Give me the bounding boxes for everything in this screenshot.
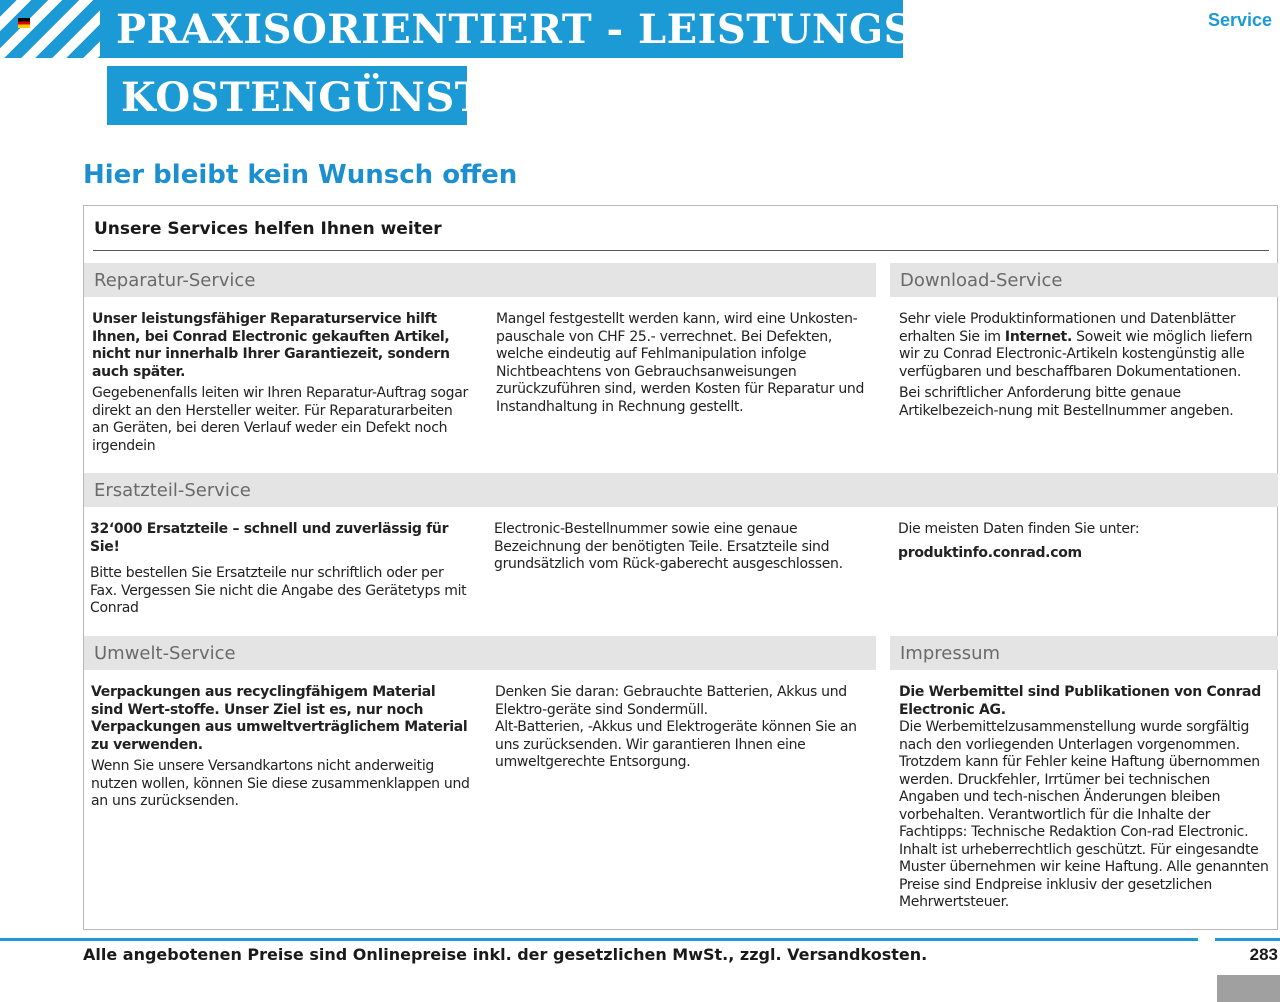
download-text-b: Soweit wie möglich liefern wir zu Conrad Electronic-Artikeln kostengünstig alle verfügbaren und beschaffbaren Dokumentationen. (899, 328, 1253, 380)
box-heading: Unsere Services helfen Ihnen weiter (94, 219, 442, 239)
impressum-col (899, 684, 1271, 916)
download-text-a: Sehr viele Produktinformationen und Datenblätter erhalten Sie im (899, 311, 1236, 345)
download-internet: Internet. (1004, 328, 1072, 345)
umwelt-text1: Wenn Sie unsere Versandkartons nicht anderweitig nutzen wollen, können Sie diese zusammenklappen und an uns zurücksenden. (91, 758, 470, 809)
download-title: Download-Service (900, 270, 1063, 291)
ersatzteil-col1 (90, 521, 470, 622)
stripe-decoration (0, 0, 100, 58)
footer-note: Alle angebotenen Preise sind Onlinepreise inkl. der gesetzlichen MwSt., zzgl. Versandkosten. (83, 945, 928, 964)
header-banner-line1 (0, 0, 1102, 58)
section-label: Service (1207, 10, 1272, 30)
banner-title-line2: KOSTENGÜNSTIG (121, 74, 539, 121)
ersatzteil-section-bar (84, 473, 1278, 507)
download-col (899, 311, 1271, 424)
impressum-intro: Die Werbemittel sind Publikationen von Conrad Electronic AG. (899, 684, 1261, 718)
impressum-title: Impressum (900, 643, 1001, 664)
reparatur-title: Reparatur-Service (94, 270, 256, 291)
ersatzteil-col2 (494, 521, 876, 578)
reparatur-section-bar (84, 263, 876, 297)
download-section-bar (890, 263, 1278, 297)
produktinfo-link[interactable]: produktinfo.conrad.com (898, 544, 1082, 561)
flag-icon (18, 18, 30, 28)
umwelt-intro: Verpackungen aus recyclingfähigem Material sind Wert-stoffe. Unser Ziel ist es, nur noch Verpackungen aus umweltverträglichem Material zu verwenden. (91, 684, 468, 753)
download-text-c: Bei schriftlicher Anforderung bitte genaue Artikelbezeich-nung mit Bestellnummer angeben. (899, 385, 1234, 419)
reparatur-text1: Gegebenenfalls leiten wir Ihren Reparatur-Auftrag sogar direkt an den Hersteller weiter. Für Reparaturarbeiten an Geräten, bei deren Verlauf weder ein Defekt noch irgendein (92, 385, 468, 454)
reparatur-intro: Unser leistungsfähiger Reparaturservice hilft Ihnen, bei Conrad Electronic gekauften Artikel, nicht nur innerhalb Ihrer Garantiezeit, sondern auch später. (92, 311, 450, 380)
umwelt-text2b: Alt-Batterien, -Akkus und Elektrogeräte können Sie an uns zurücksenden. Wir garantieren Ihnen eine umweltgerechte Entsorgung. (495, 719, 857, 770)
heading-divider (93, 250, 1269, 251)
ersatzteil-text1: Bitte bestellen Sie Ersatzteile nur schriftlich oder per Fax. Vergessen Sie nicht die Angabe des Gerätetyps mit Conrad (90, 565, 467, 616)
page-tab (1217, 975, 1280, 1002)
ersatzteil-intro: 32‘000 Ersatzteile – schnell und zuverlässig für Sie! (90, 521, 449, 555)
umwelt-section-bar (84, 636, 876, 670)
footer-divider (0, 938, 1198, 941)
reparatur-col1 (92, 311, 470, 459)
umwelt-title: Umwelt-Service (94, 643, 236, 664)
reparatur-text2: Mangel festgestellt werden kann, wird eine Unkosten-pauschale von CHF 25.- verrechnet. Bei Defekten, welche eindeutig auf Fehlmanipulation infolge Nichtbeachtens von Gebrauchsanweisungen zurückzuführen sind, werden Kosten für Reparatur und Instandhaltung in Rechnung gestellt. (496, 311, 865, 415)
umwelt-text2a: Denken Sie daran: Gebrauchte Batterien, Akkus und Elektro-geräte sind Sondermüll. (495, 684, 847, 718)
ersatzteil-title: Ersatzteil-Service (94, 480, 251, 501)
ersatzteil-text3: Die meisten Daten finden Sie unter: (898, 521, 1140, 537)
header-banner-line2 (107, 66, 539, 125)
page-subtitle: Hier bleibt kein Wunsch offen (83, 160, 518, 190)
umwelt-col1 (91, 684, 471, 815)
footer-divider-right (1215, 938, 1280, 941)
ersatzteil-text2: Electronic-Bestellnummer sowie eine genaue Bezeichnung der benötigten Teile. Ersatzteile sind grundsätzlich vom Rück-gaberecht ausgeschlossen. (494, 521, 843, 572)
impressum-text: Die Werbemittelzusammenstellung wurde sorgfältig nach den vorliegenden Unterlagen vorgenommen. Trotzdem kann für Fehler keine Haftung übernommen werden. Druckfehler, Irrtümer bei technischen Angaben und tech-nischen Änderungen bleiben vorbehalten. Verantwortlich für die Inhalte der Fachtipps: Technische Redaktion Con-rad Electronic. Inhalt ist urheberrechtlich geschützt. Für eingesandte Muster übernehmen wir keine Haftung. Alle genannten Preise sind Endpreise inklusiv der gesetzlichen Mehrwertsteuer. (899, 719, 1269, 910)
umwelt-col2 (495, 684, 877, 776)
impressum-section-bar (890, 636, 1278, 670)
banner-title-line1: PRAXISORIENTIERT - LEISTUNGSSTARK - (116, 6, 1102, 53)
reparatur-col2 (496, 311, 876, 420)
ersatzteil-col3 (898, 521, 1270, 566)
page-number: 283 (1249, 945, 1278, 964)
